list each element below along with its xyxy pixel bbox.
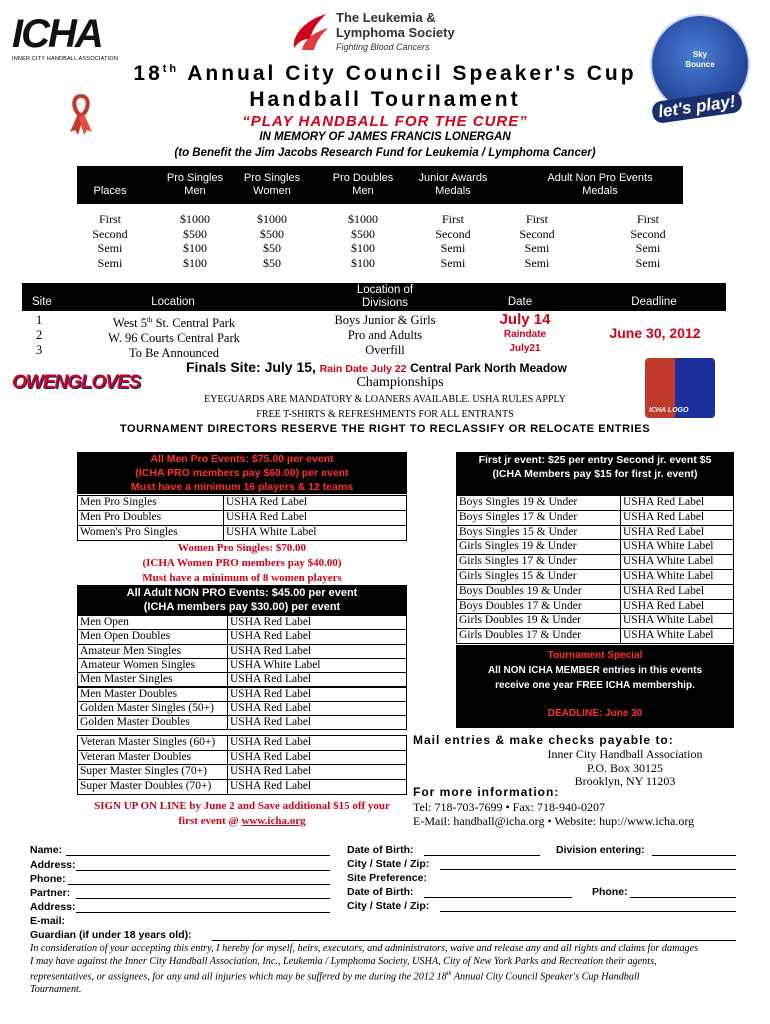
event-name: Girls Doubles 17 & Under <box>459 629 582 642</box>
event-ball: USHA Red Label <box>623 584 705 597</box>
slogan: “PLAY HANDBALL FOR THE CURE” <box>242 113 528 130</box>
awards-cell-places: First <box>98 212 121 226</box>
loc1-post: St. Central Park <box>152 316 236 331</box>
loc1-sup: th <box>146 316 153 324</box>
event-name: Super Master Doubles (70+) <box>80 780 212 793</box>
title-num: 18 <box>133 62 163 85</box>
non-pro-l1: All Adult NON PRO Events: $45.00 per event <box>126 587 358 599</box>
event-name: Girls Singles 17 & Under <box>459 555 577 568</box>
awards-h-jr <box>405 172 501 198</box>
mail-tel: Tel: 718-703-7699 • Fax: 718-940-0207 <box>413 800 606 814</box>
event-ball: USHA White Label <box>230 658 321 671</box>
site-deadline: June 30, 2012 <box>609 325 701 341</box>
owen-gloves-logo: OWENGLOVES <box>12 372 141 393</box>
form-csz-label: City / State / Zip: <box>347 858 430 870</box>
awards-h-pdm <box>318 172 408 198</box>
form-dob-field[interactable] <box>424 855 540 856</box>
awards-h-psw-1: Pro Singles <box>243 172 301 184</box>
awards-cell-pro-singles-men: $500 <box>183 226 207 241</box>
awards-cell-pro-singles-men: $1000 <box>180 212 210 226</box>
event-name: Men Open Doubles <box>80 630 171 643</box>
event-name: Boys Doubles 17 & Under <box>459 599 582 612</box>
event-ball: USHA Red Label <box>230 716 312 729</box>
women-pro-l1: Women Pro Singles: $70.00 <box>177 542 307 554</box>
event-ball: USHA Red Label <box>623 599 705 612</box>
site-num-3: 3 <box>36 343 43 357</box>
form-dob-label: Date of Birth: <box>347 844 414 856</box>
event-name: Boys Doubles 19 & Under <box>459 584 582 597</box>
waiver-l4: Tournament. <box>30 983 82 995</box>
finals-place: Central Park North Meadow <box>410 361 567 375</box>
awards-cell-pro-singles-women: $1000 <box>257 212 287 226</box>
event-ball: USHA Red Label <box>230 673 312 686</box>
awards-cell-adult-1: Semi <box>524 255 550 270</box>
awards-cell-pro-doubles-men: $500 <box>351 226 375 241</box>
form-csz2-label: City / State / Zip: <box>347 900 430 912</box>
special-box <box>456 645 734 701</box>
sites-h-div-1: Location of <box>356 284 414 296</box>
site-num-2: 2 <box>36 328 43 342</box>
finals-champ: Championships <box>356 375 444 390</box>
finals-note-1: EYEGUARDS ARE MANDATORY & LOANERS AVAILABLE. USHA RULES APPLY <box>204 394 566 405</box>
finals-note-2: FREE T-SHIRTS & REFRESHMENTS FOR ALL ENTRANTS <box>256 409 514 420</box>
waiver-l3-sup: th <box>446 971 452 977</box>
event-ball: USHA Red Label <box>230 687 312 700</box>
waiver-l3-pre: representatives, or assignees, for any and all injuries which may be suffered by me during the 2012 18 <box>30 971 447 983</box>
waiver <box>30 943 742 996</box>
site-divisions <box>300 313 470 358</box>
men-pro-l2: (ICHA PRO members pay $60.00) per event <box>135 467 349 479</box>
deadline-box <box>456 700 734 728</box>
finals-line <box>186 359 567 375</box>
awards-cell-places: Second <box>92 226 128 241</box>
signup-l1: SIGN UP ON LINE by June 2 and Save additional $15 off your <box>94 800 390 812</box>
event-name: Men Open <box>80 616 129 628</box>
event-name: Veteran Master Singles (60+) <box>80 736 216 748</box>
awards-cell-adult-1: Semi <box>524 241 550 255</box>
event-ball: USHA White Label <box>623 629 714 642</box>
event-name: Golden Master Doubles <box>80 716 190 729</box>
waiver-l2: I may have against the Inner City Handball Association, Inc., Leukemia / Lymphoma Society, USHA, City of New York Parks and Recreation their agents, <box>30 955 657 967</box>
event-ball: USHA Red Label <box>230 630 312 643</box>
women-pro-l2: (ICHA Women PRO members pay $40.00) <box>142 557 342 569</box>
mail-a2: P.O. Box 30125 <box>586 760 663 775</box>
event-name: Boys Singles 19 & Under <box>459 496 578 508</box>
awards-cell-junior: Second <box>435 226 471 241</box>
event-ball: USHA Red Label <box>230 765 312 778</box>
awards-cell-pro-singles-women: $500 <box>260 226 284 241</box>
form-division-label: Division entering: <box>556 844 645 856</box>
form-email-label: E-mail: <box>30 915 66 927</box>
awards-h-psm-2: Men <box>184 185 206 197</box>
memory-line: IN MEMORY OF JAMES FRANCIS LONERGAN <box>259 131 511 143</box>
mail-a3: Brooklyn, NY 11203 <box>574 774 676 788</box>
player-logo <box>645 358 715 418</box>
event-ball: USHA White Label <box>226 526 317 538</box>
event-ball: USHA Red Label <box>230 750 312 763</box>
benefit-line: (to Benefit the Jim Jacobs Research Fund for Leukemia / Lymphoma Cancer) <box>174 147 596 159</box>
form-dob2-label: Date of Birth: <box>347 886 414 898</box>
event-name: Men Master Doubles <box>80 687 178 700</box>
special-title: Tournament Special <box>547 650 643 661</box>
icha-logo-text: ICHA <box>12 12 102 56</box>
event-name: Women's Pro Singles <box>80 526 178 538</box>
waiver-l1: In consideration of your accepting this entry, I hereby for myself, heirs, executors, and administrators, waive and release any and all rights and claims for damages <box>30 943 699 954</box>
signup-block <box>74 799 410 829</box>
awards-h-jr-1: Junior Awards <box>418 172 488 184</box>
awards-cell-adult-1: Second <box>519 226 555 241</box>
loc1-pre: West 5 <box>112 316 147 331</box>
mail-a1: Inner City Handball Association <box>547 747 703 761</box>
awards-cell-places: Semi <box>97 241 123 255</box>
form-address2-label: Address: <box>30 901 76 913</box>
event-name: Men Pro Doubles <box>80 511 162 523</box>
awards-h-jr-2: Medals <box>435 185 471 197</box>
awards-cell-pro-singles-men: $100 <box>183 255 207 270</box>
more-info: For more information: <box>413 785 560 799</box>
site-nums <box>36 313 42 358</box>
icha-logo <box>12 14 120 64</box>
signup-l2 <box>74 814 410 829</box>
event-name: Girls Singles 19 & Under <box>459 540 577 553</box>
lets-play-logo: let's play! <box>651 90 743 124</box>
awards-h-psm-1: Pro Singles <box>166 172 224 184</box>
awards-cell-adult-2: First <box>636 212 659 226</box>
signup-link[interactable]: www.icha.org <box>241 815 306 827</box>
form-guardian-label: Guardian (if under 18 years old): <box>30 929 192 941</box>
awards-cell-pro-singles-men: $100 <box>183 241 207 255</box>
form-address-label: Address: <box>30 859 76 871</box>
awards-h-anp-1: Adult Non Pro Events <box>547 172 653 184</box>
lls-line-2: Lymphoma Society <box>336 25 455 40</box>
event-name: Veteran Master Doubles <box>80 750 192 763</box>
sites-h-location: Location <box>151 296 195 308</box>
event-ball: USHA Red Label <box>230 780 312 793</box>
awards-cell-junior: First <box>441 212 464 226</box>
event-ball: USHA Red Label <box>623 525 705 538</box>
event-ball: USHA Red Label <box>230 644 312 657</box>
non-pro-l2: (ICHA members pay $30.00) per event <box>143 601 341 613</box>
form-dob2-field[interactable] <box>424 897 572 898</box>
lls-line-1: The Leukemia & <box>336 10 436 25</box>
event-ball: USHA Red Label <box>226 496 308 508</box>
site-date: July 14 <box>499 311 551 328</box>
form-phone-field[interactable] <box>68 884 330 885</box>
form-address2-field[interactable] <box>76 912 330 913</box>
awards-cell-pro-doubles-men: $100 <box>351 255 375 270</box>
form-name-label: Name: <box>30 844 63 856</box>
awards-cell-junior: Semi <box>440 241 466 255</box>
sites-h-deadline: Deadline <box>631 296 677 308</box>
form-phone-label: Phone: <box>30 873 66 885</box>
player-logo-caption: ICHA LOGO <box>649 407 689 414</box>
event-name: Amateur Women Singles <box>80 658 196 671</box>
awards-cell-adult-2: Second <box>630 226 666 241</box>
form-csz-field[interactable] <box>440 869 736 870</box>
site-loc-2: W. 96 Courts Central Park <box>108 331 240 346</box>
event-ball: USHA Red Label <box>623 510 705 523</box>
awards-cell-adult-1: First <box>525 212 548 226</box>
form-phone2-label: Phone: <box>592 886 628 898</box>
site-div-1: Boys Junior & Girls <box>334 313 436 327</box>
event-name: Men Master Singles <box>80 673 173 686</box>
non-pro-header <box>77 585 407 616</box>
special-l2: receive one year FREE ICHA membership. <box>495 680 695 691</box>
event-name: Golden Master Singles (50+) <box>80 701 214 714</box>
signup-l2-text: first event @ <box>178 815 242 827</box>
awards-h-pdm-2: Men <box>352 185 374 197</box>
sites-h-site: Site <box>32 296 52 308</box>
awards-cell-pro-singles-women: $50 <box>263 255 281 270</box>
event-name: Super Master Singles (70+) <box>80 765 207 778</box>
form-name-field[interactable] <box>66 855 330 856</box>
event-ball: USHA White Label <box>623 614 714 627</box>
site-raindate-2: July21 <box>509 343 541 354</box>
special-l1: All NON ICHA MEMBER entries in this events <box>487 665 703 676</box>
form-partner-label: Partner: <box>30 887 71 899</box>
awards-cell-adult-2: Semi <box>635 241 661 255</box>
lls-logo <box>286 8 486 58</box>
form-division-field[interactable] <box>652 855 736 856</box>
badge-text-1: Sky <box>692 50 708 59</box>
site-num-1: 1 <box>36 313 43 327</box>
awards-cell-places: Semi <box>97 255 123 270</box>
finals-rain: Rain Date July 22 <box>319 363 407 375</box>
awards-h-psw-2: Women <box>253 185 291 197</box>
awards-cell-pro-doubles-men: $1000 <box>348 212 378 226</box>
junior-l1: First jr event: $25 per entry Second jr. event $5 <box>478 454 712 466</box>
awards-h-anp <box>530 172 670 198</box>
form-partner-field[interactable] <box>76 898 330 899</box>
event-name: Girls Doubles 19 & Under <box>459 614 582 627</box>
site-loc-3: To Be Announced <box>128 346 220 361</box>
men-pro-l3: Must have a minimum 16 players & 12 teams <box>130 481 354 493</box>
badge-text-2: Bounce <box>685 60 715 69</box>
finals-reserve: TOURNAMENT DIRECTORS RESERVE THE RIGHT TO RECLASSIFY OR RELOCATE ENTRIES <box>119 423 651 435</box>
site-loc-1 <box>74 313 274 331</box>
women-pro-block <box>77 541 407 586</box>
event-ball: USHA Red Label <box>230 616 312 628</box>
awards-h-places: Places <box>93 185 127 197</box>
waiver-l3-post: Annual City Council Speaker's Cup Handball <box>451 971 640 983</box>
awards-cell-pro-singles-women: $50 <box>263 241 281 255</box>
awards-cell-pro-doubles-men: $100 <box>351 241 375 255</box>
junior-l2: (ICHA Members pay $15 for first jr. event) <box>492 468 698 480</box>
sites-h-divisions <box>330 284 440 310</box>
event-ball: USHA Red Label <box>623 496 705 508</box>
event-name: Amateur Men Singles <box>80 644 181 657</box>
event-ball: USHA Red Label <box>230 736 312 748</box>
women-pro-l3: Must have a minimum of 8 women players <box>142 572 342 584</box>
finals-label: Finals Site: July 15, <box>186 359 316 375</box>
event-name: Men Pro Singles <box>80 496 157 508</box>
event-name: Girls Singles 15 & Under <box>459 570 577 582</box>
form-guardian-field[interactable] <box>212 940 736 941</box>
awards-cell-adult-2: Semi <box>635 255 661 270</box>
form-csz2-field[interactable] <box>440 911 736 912</box>
junior-header <box>456 452 734 496</box>
awards-h-psw <box>232 172 312 198</box>
form-site-pref-label: Site Preference: <box>347 872 427 884</box>
junior-deadline: DEADLINE: June 30 <box>547 708 643 719</box>
event-ball: USHA White Label <box>623 540 714 553</box>
site-div-2: Pro and Adults <box>347 328 423 342</box>
title-rest: Annual City Council Speaker's Cup <box>179 62 637 85</box>
title-line-2: Handball Tournament <box>249 88 521 111</box>
event-ball: USHA White Label <box>623 555 714 568</box>
waiver-l3 <box>30 968 742 984</box>
mail-email: E-Mail: handball@icha.org • Website: hup://www.icha.org <box>413 814 695 828</box>
event-ball: USHA White Label <box>623 570 714 582</box>
sites-h-div-2: Divisions <box>361 297 408 309</box>
icha-logo-sub: INNER CITY HANDBALL ASSOCIATION <box>12 56 119 62</box>
form-phone2-field[interactable] <box>630 897 736 898</box>
title-line-1 <box>60 62 710 86</box>
awards-cell-junior: Semi <box>440 255 466 270</box>
lls-tagline: Fighting Blood Cancers <box>336 42 430 52</box>
awards-h-anp-2: Medals <box>582 185 618 197</box>
event-name: Boys Singles 15 & Under <box>459 525 578 538</box>
title-sup: th <box>162 63 180 75</box>
men-pro-header <box>77 452 407 494</box>
event-name: Boys Singles 17 & Under <box>459 510 578 523</box>
mail-address <box>530 748 720 789</box>
awards-h-pdm-1: Pro Doubles <box>332 172 394 184</box>
event-ball: USHA Red Label <box>226 511 308 523</box>
site-div-3: Overfill <box>365 343 405 357</box>
event-ball: USHA Red Label <box>230 701 312 714</box>
awards-h-psm <box>155 172 235 198</box>
men-pro-l1: All Men Pro Events: $75.00 per event <box>150 453 334 465</box>
lls-flame-icon <box>286 10 332 54</box>
site-raindate: Raindate <box>503 329 547 340</box>
site-locations <box>74 313 274 361</box>
mail-title: Mail entries & make checks payable to: <box>413 733 674 747</box>
form-address-field[interactable] <box>76 870 330 871</box>
sites-h-date: Date <box>507 296 533 308</box>
